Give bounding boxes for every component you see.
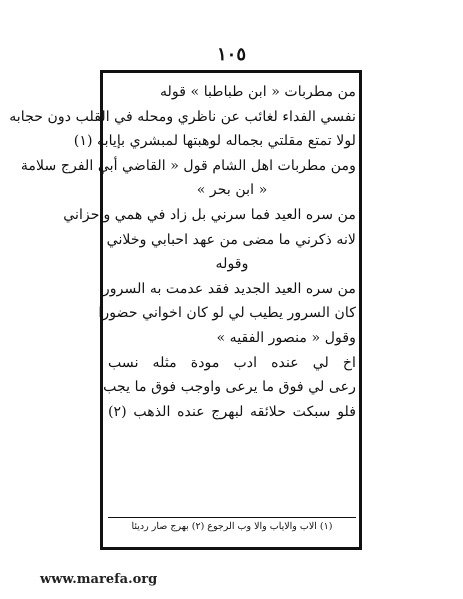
footnote-divider bbox=[108, 517, 356, 518]
text-line: نفسي الفداء لغائب عن ناظري ومحله في القلب دون حجابه bbox=[9, 108, 356, 125]
page-number: ١٠٥ bbox=[216, 44, 246, 65]
text-line-subheading: وقوله bbox=[215, 256, 249, 273]
verse-line: من سره العيد فما سرني بل زاد في همي واحزاني bbox=[63, 206, 356, 223]
watermark: www.marefa.org bbox=[40, 572, 158, 587]
frame-bottom-rule bbox=[100, 547, 362, 550]
footnote: (١) الاب والاياب والا وب الرجوع (٢) بهرج صار رديئا bbox=[131, 521, 333, 532]
text-line: لولا تمتع مقلتي بجماله لوهبتها لمبشري بإيابه (١) bbox=[73, 133, 356, 150]
text-line: ومن مطربات اهل الشام قول « القاضي أبي الفرج سلامة bbox=[20, 157, 356, 174]
verse-line: كان السرور يطيب لي لو كان اخواني حضورا bbox=[98, 305, 356, 322]
verse-line: من سره العيد الجديد فقد عدمت به السرورا bbox=[98, 280, 356, 297]
verse-line: اخ لي عنده ادب مودة مثله نسب bbox=[108, 354, 356, 371]
text-line-subheading: وقول « منصور الفقيه » bbox=[216, 329, 356, 346]
text-line-heading: من مطربات « ابن طباطبا » قوله bbox=[159, 84, 356, 100]
verse-line: فلو سبكت حلائقه لبهرج عنده الذهب (٢) bbox=[108, 403, 356, 420]
frame-top-rule bbox=[100, 70, 362, 73]
verse-line: لانه ذكرني ما مضى من عهد احبابي وخلاني bbox=[106, 231, 356, 248]
text-line-name: « ابن بحر » bbox=[196, 182, 268, 199]
body-text bbox=[9, 80, 356, 424]
verse-line: رعى لي فوق ما يرعى واوجب فوق ما يجب bbox=[103, 379, 356, 396]
